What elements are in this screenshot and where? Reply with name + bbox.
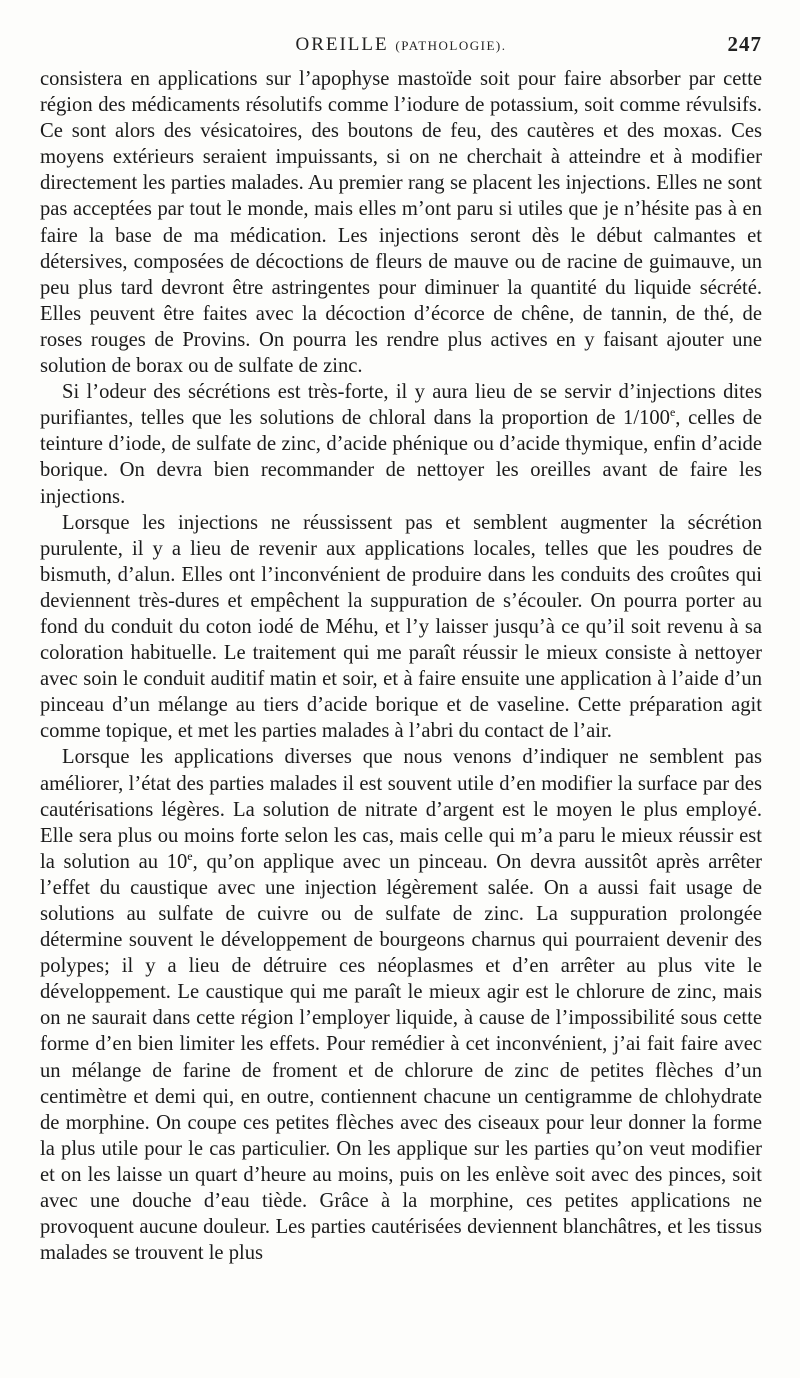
- paragraph-2: [40, 379, 762, 509]
- page-number: 247: [727, 32, 762, 56]
- body-text: [40, 66, 762, 1266]
- paragraph-4-text-before: Lorsque les applications diverses que nous venons d’indiquer ne semblent pas améliorer, l’état des parties malades il est souvent utile d’en modifier la surface par des cautérisations légères. La solution de nitrate d’argent est le moyen le plus employé. Elle sera plus ou moins forte selon les cas, mais celle qui m’a paru le mieux réussir est la solution au 10: [40, 746, 762, 873]
- paragraph-3-text: Lorsque les injections ne réussissent pas et semblent augmenter la sécrétion purulente, il y a lieu de revenir aux applications locales, telles que les poudres de bismuth, d’alun. Elles ont l’inconvénient de produire dans les conduits des croûtes qui deviennent très-dures et empêchent la suppuration de s’écouler. On pourra porter au fond du conduit du coton iodé de Méhu, et l’y laisser jusqu’à ce qu’il soit revenu à sa coloration habituelle. Le traitement qui me paraît réussir le mieux consiste à nettoyer avec soin le conduit auditif matin et soir, et à faire ensuite une application à l’aide d’un pinceau d’un mélange au tiers d’acide borique et de vaseline. Cette préparation agit comme topique, et met les parties malades à l’abri du contact de l’air.: [40, 511, 762, 743]
- running-title: [40, 34, 762, 56]
- paragraph-2-text-after: , celles de teinture d’iode, de sulfate de zinc, d’acide phénique ou d’acide thymique, enfin d’acide borique. On devra bien recommander de nettoyer les oreilles avant de faire les injections.: [40, 407, 762, 508]
- header-subtitle: (PATHOLOGIE).: [395, 38, 507, 53]
- paragraph-1-text: consistera en applications sur l’apophyse mastoïde soit pour faire absorber par cette région des médicaments résolutifs comme l’iodure de potassium, soit comme révulsifs. Ce sont alors des vésicatoires, des boutons de feu, des cautères et des moxas. Ces moyens extérieurs seraient impuissants, si on ne cherchait à atteindre et à modifier directement les parties malades. Au premier rang se placent les injections. Elles ne sont pas acceptées par tout le monde, mais elles m’ont paru si utiles que je n’hésite pas à en faire la base de ma médication. Les injections seront dès le début calmantes et détersives, composées de décoctions de fleurs de mauve ou de racine de guimauve, un peu plus tard devront être astringentes pour diminuer la quantité du liquide sécrété. Elles peuvent être faites avec la décoction d’écorce de chêne, de tannin, de thé, de roses rouges de Provins. On pourra les rendre plus actives en y faisant ajouter une solution de borax ou de sulfate de zinc.: [40, 68, 762, 378]
- paragraph-1: [40, 66, 762, 379]
- paragraph-4: [40, 744, 762, 1266]
- paragraph-3: [40, 510, 762, 745]
- header-title: OREILLE: [295, 34, 389, 55]
- running-head: [40, 30, 762, 66]
- paragraph-4-text-after: , qu’on applique avec un pinceau. On devra aussitôt après arrêter l’effet du caustique avec une injection légèrement salée. On a aussi fait usage de solutions au sulfate de cuivre ou de sulfate de zinc. La suppuration prolongée détermine souvent le développement de bourgeons charnus qui pourraient devenir des polypes; il y a lieu de détruire ces néoplasmes et d’en arrêter au plus vite le développement. Le caustique qui me paraît le mieux agir est le chlorure de zinc, mais on ne saurait dans cette région l’employer liquide, à cause de l’impossibilité sous cette forme d’en bien limiter les effets. Pour remédier à cet inconvénient, j’ai fait faire avec un mélange de farine de froment et de chlorure de zinc de petites flèches d’un centimètre et demi qui, en outre, contiennent chacune un centigramme de chlohydrate de morphine. On coupe ces petites flèches avec des ciseaux pour leur donner la forme la plus utile pour le cas particulier. On les applique sur les parties qu’on veut modifier et on les laisse un quart d’heure au moins, puis on les enlève soit avec des pinces, soit avec une douche d’eau tiède. Grâce à la morphine, ces petites applications ne provoquent aucune douleur. Les parties cautérisées deviennent blanchâtres, et les tissus malades se trouvent le plus: [40, 850, 762, 1265]
- paragraph-2-text-before: Si l’odeur des sécrétions est très-forte, il y aura lieu de se servir d’injections dites purifiantes, telles que les solutions de chloral dans la proportion de 1/100: [40, 381, 762, 430]
- paragraph-2-superscript: e: [669, 405, 676, 420]
- paragraph-4-superscript: e: [187, 848, 193, 863]
